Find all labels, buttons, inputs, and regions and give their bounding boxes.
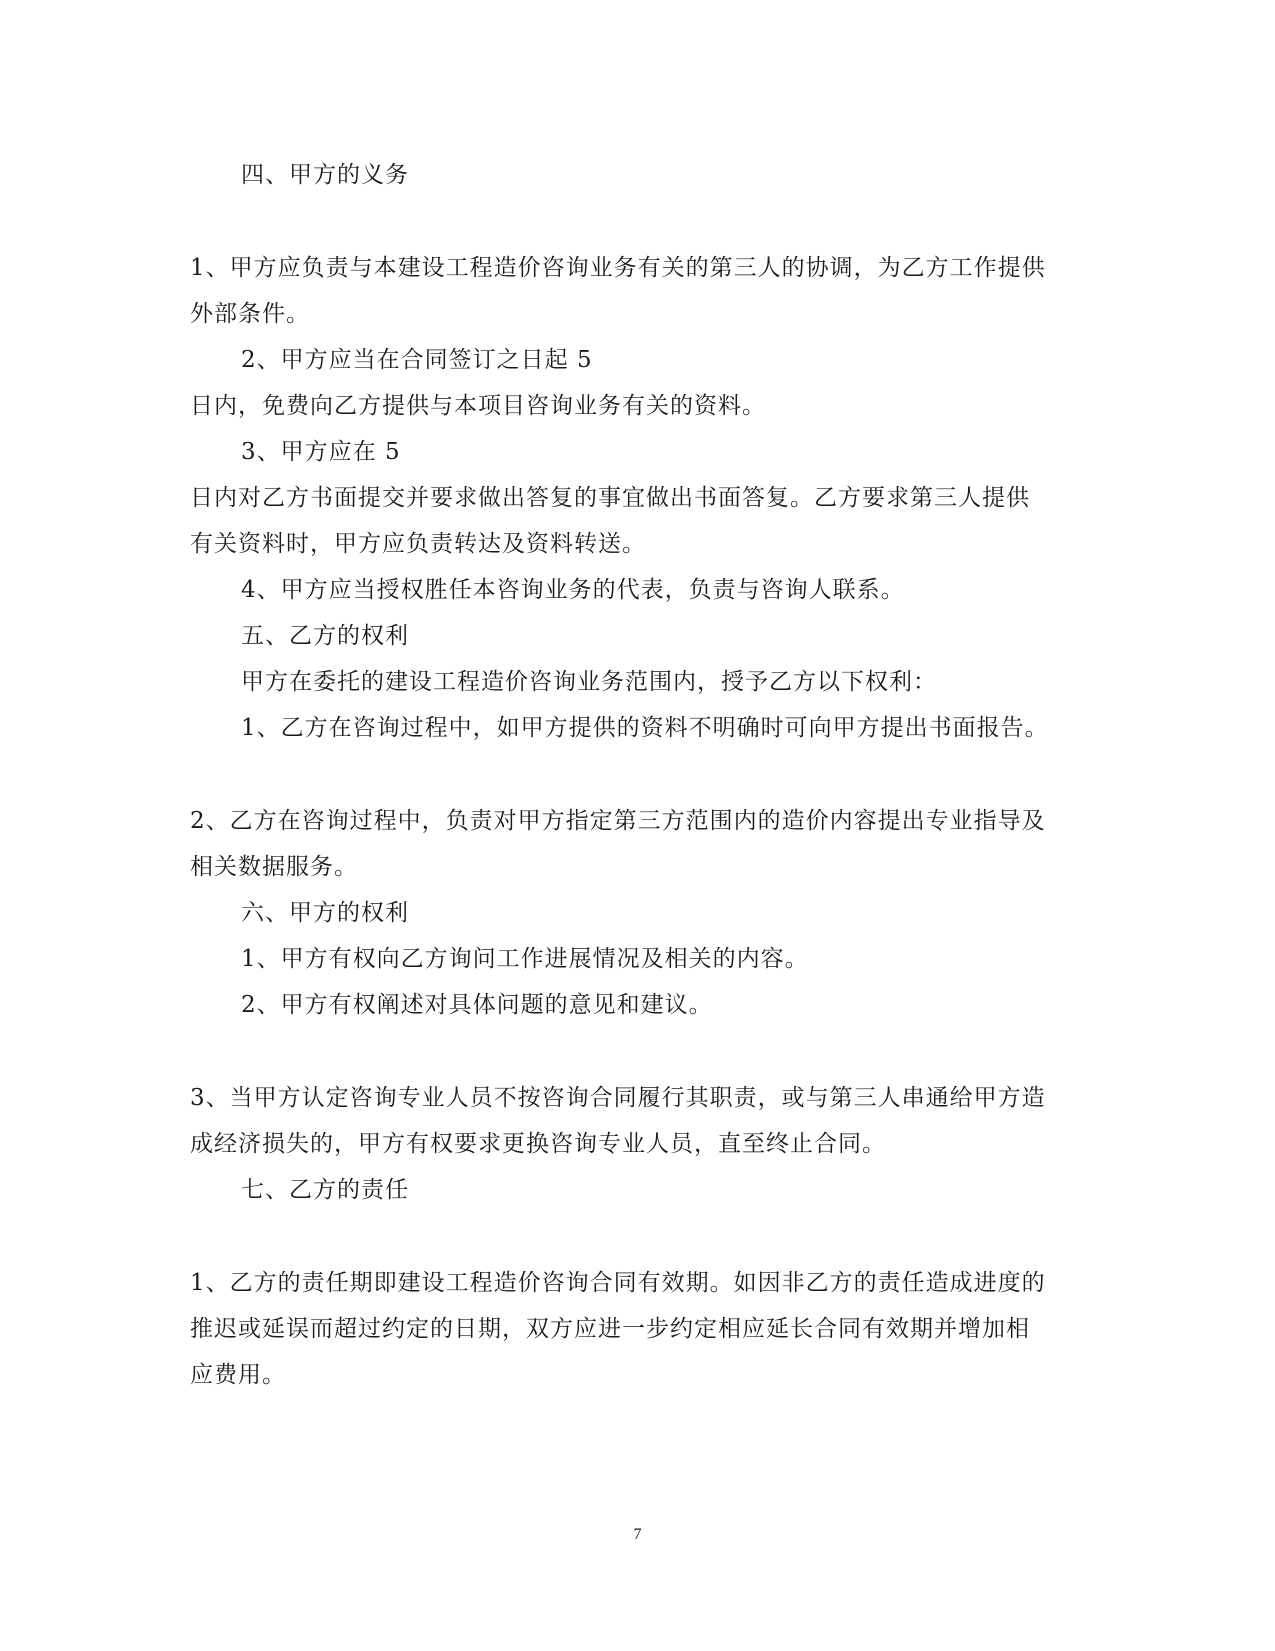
paragraph-line: 成经济损失的，甲方有权要求更换咨询专业人员，直至终止合同。 <box>190 1131 886 1157</box>
paragraph-line: 1、乙方的责任期即建设工程造价咨询合同有效期。如因非乙方的责任造成进度的 <box>190 1270 1046 1296</box>
paragraph-line: 1、乙方在咨询过程中，如甲方提供的资料不明确时可向甲方提出书面报告。 <box>241 715 1049 741</box>
paragraph-line: 1、甲方有权向乙方询问工作进展情况及相关的内容。 <box>241 946 809 972</box>
paragraph-line: 日内，免费向乙方提供与本项目咨询业务有关的资料。 <box>190 393 766 419</box>
section-heading-4: 四、甲方的义务 <box>241 162 409 188</box>
paragraph-line: 3、甲方应在 5 <box>241 439 401 465</box>
section-heading-5: 五、乙方的权利 <box>241 623 409 649</box>
paragraph-line: 应费用。 <box>190 1362 286 1388</box>
paragraph-line: 1、甲方应负责与本建设工程造价咨询业务有关的第三人的协调，为乙方工作提供 <box>190 255 1046 281</box>
paragraph-line: 2、甲方应当在合同签订之日起 5 <box>241 347 593 373</box>
paragraph-line: 4、甲方应当授权胜任本咨询业务的代表，负责与咨询人联系。 <box>241 577 905 603</box>
page-number: 7 <box>633 1526 642 1543</box>
paragraph-line: 有关资料时，甲方应负责转达及资料转送。 <box>190 531 646 557</box>
section-heading-7: 七、乙方的责任 <box>241 1177 409 1203</box>
paragraph-line: 外部条件。 <box>190 301 310 327</box>
section-heading-6: 六、甲方的权利 <box>241 900 409 926</box>
paragraph-line: 相关数据服务。 <box>190 854 358 880</box>
paragraph-line: 3、当甲方认定咨询专业人员不按咨询合同履行其职责，或与第三人串通给甲方造 <box>190 1085 1046 1111</box>
paragraph-line: 2、甲方有权阐述对具体问题的意见和建议。 <box>241 992 713 1018</box>
paragraph-line: 日内对乙方书面提交并要求做出答复的事宜做出书面答复。乙方要求第三人提供 <box>190 485 1030 511</box>
paragraph-line: 2、乙方在咨询过程中，负责对甲方指定第三方范围内的造价内容提出专业指导及 <box>190 808 1046 834</box>
paragraph-line: 甲方在委托的建设工程造价咨询业务范围内，授予乙方以下权利： <box>241 669 937 695</box>
paragraph-line: 推迟或延误而超过约定的日期，双方应进一步约定相应延长合同有效期并增加相 <box>190 1316 1030 1342</box>
